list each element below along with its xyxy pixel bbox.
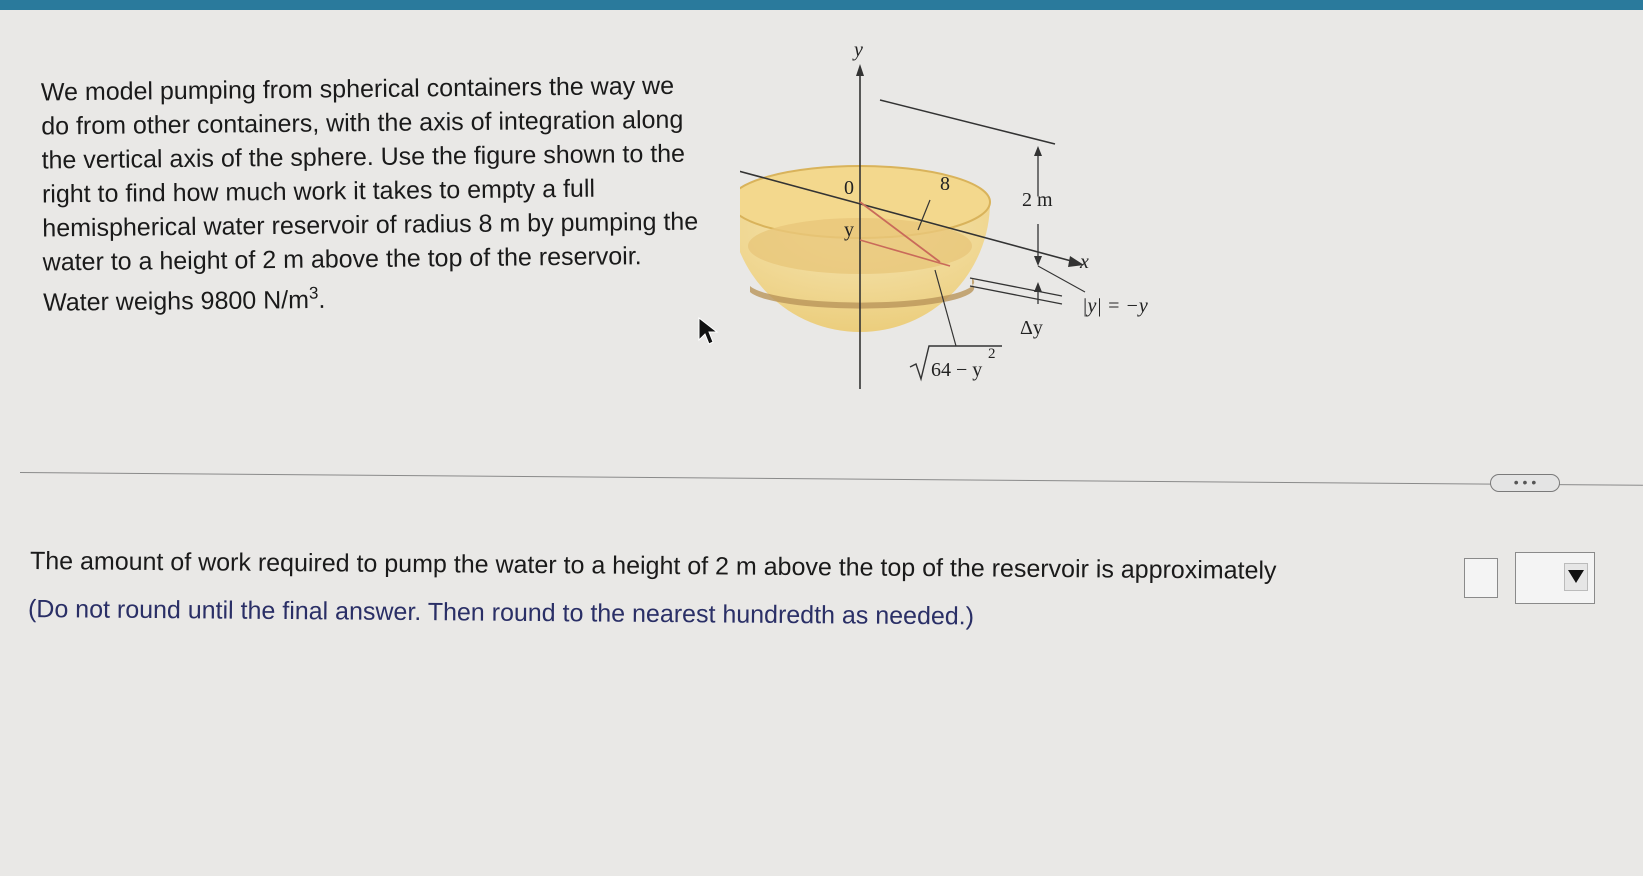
height-label: 2 m — [1022, 189, 1053, 211]
x-axis-label: x — [1080, 251, 1089, 273]
origin-label: 0 — [844, 177, 854, 199]
weight-end: . — [318, 285, 326, 314]
problem-statement — [41, 69, 704, 320]
hemisphere-figure — [740, 34, 1300, 414]
rounding-hint: (Do not round until the final answer. Then round to the nearest hundredth as needed.) — [27, 595, 975, 631]
delta-y-label: Δy — [1020, 317, 1043, 339]
answer-input[interactable] — [1464, 558, 1498, 598]
section-divider — [20, 472, 1643, 486]
mouse-cursor-icon — [697, 316, 719, 346]
problem-text: We model pumping from spherical containers the way we do from other containers, with the axis of integration along the vertical axis of the sphere. Use the figure shown to the right to find how much work it takes to empty a full hemispherical water reservoir of radius 8 m by pumping the water to a height of 2 m above the top of the reservoir. Water weighs — [40, 71, 699, 317]
depth-y-label: y — [844, 219, 854, 241]
y-axis-label: y — [854, 39, 863, 61]
top-bar — [0, 0, 1643, 10]
weight-exponent: 3 — [308, 283, 319, 303]
more-options-button[interactable]: • • • — [1490, 474, 1560, 492]
answer-prompt: The amount of work required to pump the water to a height of 2 m above the top of the reservoir is approximately — [29, 547, 1277, 585]
unit-dropdown[interactable] — [1515, 552, 1595, 604]
abs-value-label: |y| = −y — [1082, 295, 1148, 317]
radius-label: 8 — [940, 173, 950, 195]
sqrt-exponent: 2 — [988, 346, 996, 362]
weight-value: 9800 N/m — [200, 285, 310, 316]
dropdown-arrow-icon[interactable] — [1564, 563, 1588, 591]
sqrt-radicand: 64 − y — [931, 359, 983, 381]
